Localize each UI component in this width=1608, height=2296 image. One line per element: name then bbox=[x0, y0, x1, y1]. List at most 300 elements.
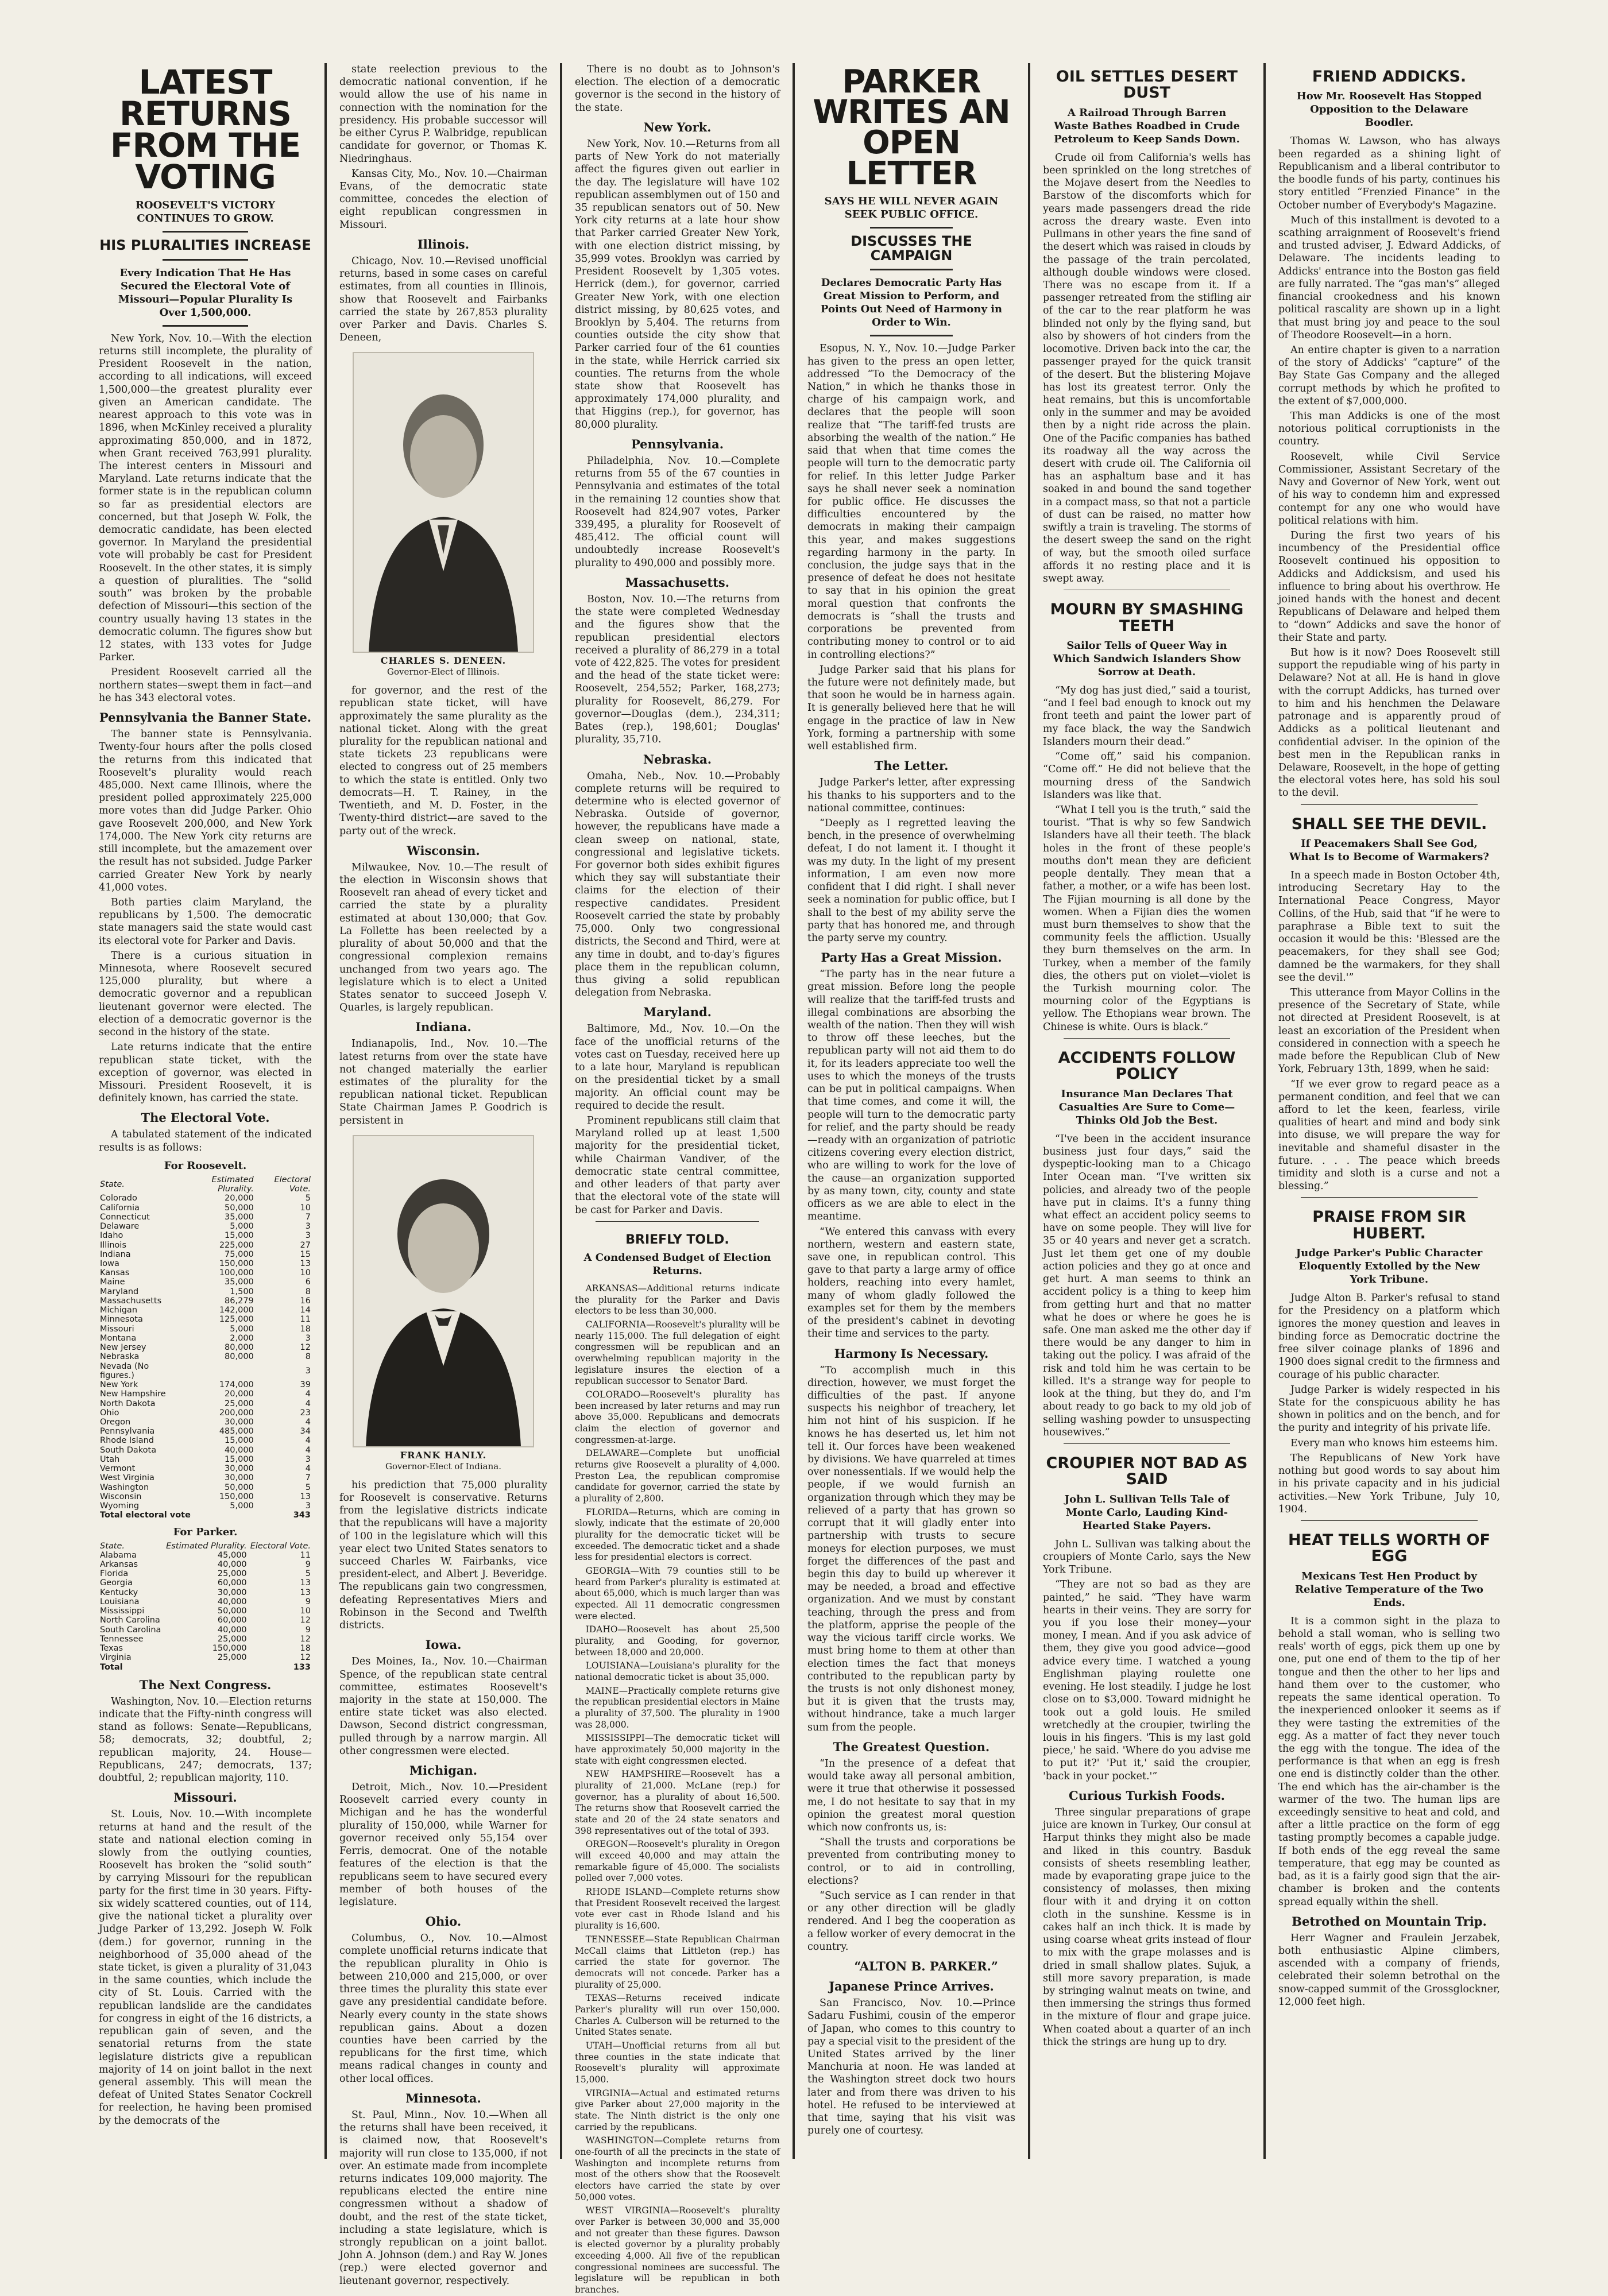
table-header: Electoral Vote. bbox=[274, 1175, 311, 1194]
article-paragraph: It is a common sight in the plaza to behold a stall woman, who is selling two reals' worth of eggs, pick them up one by one, put one end of them to the tip of her tongue and then the other to her lips and hand them over to the customer, who repeats the same identical operation. To the inexperienced onlooker it seems as if they were tasting the extremities of the egg. As a matter of fact they never touch the egg with the tongue. The idea of the performance is that when an egg is fresh one end is distinctly colder than the other. The end which has the air-chamber is the warmer of the two. The human lips are exceedingly sensitive to heat and cold, and after a little practice on the form of egg tasting promptly becomes a capable judge. If both ends of the egg reveal the same temperature, that egg may be counted as bad, as it is a fairly good sign that the air-chamber is broken and the contents spread equally within the shell. bbox=[1278, 1615, 1500, 1908]
state-name: Iowa bbox=[100, 1259, 119, 1268]
electoral-vote: 14 bbox=[300, 1306, 311, 1315]
table-body bbox=[99, 1194, 312, 1511]
electoral-vote: 10 bbox=[300, 1268, 311, 1278]
subhead: Pennsylvania the Banner State. bbox=[99, 710, 312, 725]
table-row bbox=[99, 1352, 312, 1361]
electoral-vote: 9 bbox=[305, 1597, 311, 1606]
table-row bbox=[99, 1464, 312, 1473]
article-paragraph: The banner state is Pennsylvania. Twenty-four hours after the polls closed the returns from this indicated that Roosevelt's plurality would reach 485,000. Next came Illinois, where the president polled approximately 225,000 more votes than did Judge Parker. Ohio gave Roosevelt 200,000, and New York 174,000. The New York city returns are still incomplete, but the amazement over the result has not subsided. Judge Parker carried Greater New York by nearly 41,000 votes. bbox=[99, 729, 312, 893]
plurality-value: 20,000 bbox=[225, 1194, 254, 1203]
table-total-label: Total bbox=[100, 1662, 123, 1672]
plurality-value: 50,000 bbox=[225, 1482, 254, 1492]
plurality-value: 40,000 bbox=[225, 1445, 254, 1455]
plurality-value: 45,000 bbox=[217, 1550, 247, 1560]
plurality-value: 30,000 bbox=[217, 1588, 247, 1597]
electoral-vote: 7 bbox=[305, 1212, 311, 1222]
state-name: Mississippi bbox=[100, 1606, 145, 1616]
caption-title: Governor-Elect of Illinois. bbox=[387, 667, 500, 677]
electoral-vote: 3 bbox=[305, 1454, 311, 1464]
article-paragraph: The Republicans of New York have nothing but good words to say about him in his private capacity and in his judicial activities.—New York Tribune, July 10, 1904. bbox=[1278, 1452, 1500, 1515]
state-name: North Carolina bbox=[100, 1616, 160, 1625]
electoral-vote: 5 bbox=[305, 1482, 311, 1492]
plurality-value: 50,000 bbox=[225, 1203, 254, 1213]
divider bbox=[1301, 1197, 1478, 1198]
subhead: The Greatest Question. bbox=[833, 1739, 990, 1754]
electoral-vote: 18 bbox=[300, 1644, 311, 1654]
column-5 bbox=[1030, 63, 1263, 2159]
brief-item: NEW HAMPSHIRE—Roosevelt has a plurality of 21,000. McLane (rep.) for governor, has a plurality of about 16,500. The returns show that Roosevelt carried the state and 20 of the 24 state senators and 398 representatives out of the total of 393. bbox=[575, 1769, 780, 1836]
state-name: New Jersey bbox=[100, 1343, 146, 1353]
state-name: Rhode Island bbox=[100, 1436, 154, 1446]
plurality-value: 5,000 bbox=[230, 1324, 254, 1334]
plurality-value: 40,000 bbox=[217, 1560, 247, 1570]
table-row bbox=[99, 1389, 312, 1399]
state-name: Kansas bbox=[100, 1268, 130, 1278]
deck-victory: ROOSEVELT'S VICTORY CONTINUES TO GROW. bbox=[135, 199, 276, 225]
brief-item: TEXAS—Returns received indicate Parker's plurality will run over 150,000. Charles A. Culberson will be returned to the United States senate. bbox=[575, 1993, 780, 2038]
divider bbox=[870, 335, 953, 336]
subhead: Ohio. bbox=[425, 1914, 462, 1929]
article-paragraph: Detroit, Mich., Nov. 10.—President Roosevelt carried every county in Michigan and he has the wonderful plurality of 150,000, while Warner for governor received only 55,154 over Ferris, democrat. One of the notable features of the election is that the republicans seem to have secured every member of both houses of the legislature. bbox=[339, 1782, 547, 1908]
state-name: Minnesota bbox=[100, 1315, 143, 1325]
divider bbox=[596, 1221, 760, 1222]
electoral-vote: 23 bbox=[300, 1408, 311, 1418]
table-row bbox=[99, 1473, 312, 1482]
table-row bbox=[99, 1194, 312, 1203]
article-paragraph: “What I tell you is the truth,” said the tourist. “That is why so few Sandwich Islanders have all their teeth. The black holes in the front of these people's mouths don't mean they are deficient people dentally. They mean that a father, a mother, or a wife has been lost. The Fijian mourning is all done by the women. When a Fijian dies the women must burn themselves to show that the community feels the affliction. Usually they burn themselves on the arm. In Turkey, when a member of the family dies, the others put on violet—violet is the Turkish mourning color. The mourning color of the Egyptians is yellow. The Ethopians wear brown. The Chinese is white. Ours is black.” bbox=[1043, 804, 1251, 1033]
plurality-value bbox=[181, 1362, 255, 1380]
subhead: Maryland. bbox=[643, 1005, 712, 1020]
headline-accidents: ACCIDENTS FOLLOW POLICY bbox=[1058, 1048, 1236, 1083]
table-row bbox=[99, 1213, 312, 1222]
article-paragraph: Des Moines, Ia., Nov. 10.—Chairman Spence, of the republican state central committee, estimates Roosevelt's majority in the state at 150,000. The entire state ticket was also elected. Dawson, Second district congressman, pulled through by a narrow margin. All other congressmen were elected. bbox=[339, 1656, 547, 1757]
article-paragraph: San Francisco, Nov. 10.—Prince Sadaru Fushimi, cousin of the emperor of Japan, who comes to this country to pay a special visit to the president of the United States arrived by the liner Manchuria at noon. He was landed at the Washington street dock two hours later and from there was driven to his hotel. He refused to be interviewed at that time, saying that his visit was purely one of courtesy. bbox=[807, 1997, 1015, 2137]
subhead: Missouri. bbox=[173, 1790, 237, 1805]
article-paragraph: for governor, and the rest of the republican state ticket, will have approximately the same plurality as the national ticket. Along with the great plurality for the republican national and state tickets 23 republicans were elected to congress out of 25 members to which the state is entitled. Only two democrats—H. T. Rainey, in the Twentieth, and M. D. Foster, in the Twenty-third district—are saved to the party out of the wreck. bbox=[339, 685, 547, 837]
electoral-vote: 3 bbox=[305, 1231, 311, 1241]
plurality-value: 80,000 bbox=[225, 1352, 254, 1362]
column-6 bbox=[1266, 63, 1513, 2159]
table-row bbox=[99, 1501, 312, 1511]
deck-pluralities: HIS PLURALITIES INCREASE bbox=[99, 237, 311, 254]
state-name: Washington bbox=[100, 1482, 149, 1492]
article-paragraph: New York, Nov. 10.—With the election returns still incomplete, the plurality of President Roosevelt in the nation, according to all indications, will exceed 1,500,000—the greatest plurality ever given an American candidate. The nearest approach to this vote was in 1896, when McKinley received a plurality approximating 850,000, and in 1872, when Grant received 763,991 plurality. The interest centers in Missouri and Maryland. Late returns indicate that the former state is in the republican column so far as presidential electors are concerned, but that Joseph W. Folk, the democratic candidate, has been elected governor. In Maryland the presidential vote will probably be cast for President Roosevelt. In the other states, it is simply a question of pluralities. The “solid south” was broken by the probable defection of Missouri—this section of the country usually having 13 states in the democratic column. The figures show but 12 states, with 133 votes for Judge Parker. bbox=[99, 332, 312, 664]
state-name: Maine bbox=[100, 1277, 125, 1287]
state-name: New York bbox=[100, 1380, 138, 1390]
brief-item: VIRGINIA—Actual and estimated returns give Parker about 27,000 majority in the state. The Ninth district is the only one carried by the republicans. bbox=[575, 2088, 780, 2132]
article-paragraph: “I've been in the accident insurance business just four days,” said the dyspeptic-looking man to a Chicago Inter Ocean man. “I've written six policies, and already two of the people have put in claims. It's a funny thing what effect an accident policy seems to have on some people. They will live for 35 or 40 years and never get a scratch. Just let them get one of my double action policies and they go at once and get hurt. A man seems to think an accident policy is a thing to keep him from getting hurt and that no matter what he does or where he goes he is safe. One man asked me the other day if there would be any danger to him in taking out the policy. I was afraid of the risk and told him he was certain to be killed. It's a strange way for people to look at the thing, but they do, and I'm about ready to go back to my old job of selling washing powder to unsuspecting housewives.” bbox=[1043, 1133, 1251, 1438]
plurality-value: 60,000 bbox=[217, 1578, 247, 1588]
table-row bbox=[99, 1408, 312, 1418]
column-1 bbox=[86, 63, 324, 2159]
table-header: Electoral Vote. bbox=[250, 1541, 311, 1551]
column-3 bbox=[562, 63, 793, 2295]
subhead: Wisconsin. bbox=[407, 843, 480, 858]
table-row bbox=[99, 1551, 312, 1560]
subhead: Minnesota. bbox=[405, 2090, 481, 2105]
plurality-value: 1,500 bbox=[230, 1287, 254, 1296]
subhead: The Electoral Vote. bbox=[141, 1110, 270, 1125]
article-paragraph: Esopus, N. Y., Nov. 10.—Judge Parker has given to the press an open letter, addressed “To the Democracy of the Nation,” in which he thanks those in charge of his campaign work, and declares that the people will soon realize that “The tariff-fed trusts are absorbing the wealth of the nation.” He said that when that time comes the people will turn to the democratic party for relief. In this letter Judge Parker says he shall never seek a nomination for public office. He discusses the difficulties encountered by the democrats in making their campaign this year, and makes suggestions regarding harmony in the party. In conclusion, the judge says that in the presence of defeat he does not hesitate to say that in his opinion the great moral question that confronts the democrats is “shall the trusts and corporations be prevented from contributing money to control or to aid in controlling elections?” bbox=[807, 343, 1015, 661]
plurality-value: 225,000 bbox=[219, 1240, 254, 1250]
electoral-vote: 5 bbox=[305, 1194, 311, 1203]
divider bbox=[1301, 804, 1478, 805]
plurality-value: 25,000 bbox=[217, 1634, 247, 1644]
electoral-vote: 13 bbox=[300, 1578, 311, 1588]
state-name: Arkansas bbox=[100, 1560, 138, 1570]
table-row bbox=[99, 1588, 312, 1597]
article-paragraph: “Come off,” said his companion. “Come off.” He did not believe that the mourning dress of the Sandwich Islanders was like that. bbox=[1043, 751, 1251, 801]
article-paragraph: Washington, Nov. 10.—Election returns indicate that the Fifty-ninth congress will stand as follows: Senate—Republicans, 58; democrats, 32; doubtful, 2; republican majority, 24. House—Republicans, 247; democrats, 137; doubtful, 2; republican majority, 110. bbox=[99, 1695, 312, 1784]
table-header: Estimated Plurality. bbox=[166, 1541, 247, 1551]
plurality-value: 15,000 bbox=[225, 1231, 254, 1241]
article-paragraph: Judge Parker said that his plans for the future were not definitely made, but that soon he would be in harness again. It is generally believed here that he will engage in the practice of law in New York, forming a partnership with some well established firm. bbox=[807, 664, 1015, 753]
table-row bbox=[99, 1343, 312, 1352]
subhead: Massachusetts. bbox=[625, 575, 730, 590]
state-name: Oregon bbox=[100, 1417, 131, 1427]
article-paragraph: A tabulated statement of the indicated results is as follows: bbox=[99, 1129, 312, 1153]
plurality-value: 50,000 bbox=[217, 1606, 247, 1616]
plurality-value: 125,000 bbox=[219, 1315, 254, 1325]
article-paragraph: This man Addicks is one of the most notorious political corruptionists in the country. bbox=[1278, 411, 1500, 448]
table-row bbox=[99, 1296, 312, 1306]
table-row bbox=[99, 1578, 312, 1588]
electoral-vote: 9 bbox=[305, 1560, 311, 1570]
article-paragraph: Milwaukee, Nov. 10.—The result of the election in Wisconsin shows that Roosevelt ran ahead of every ticket and carried the state by a plurality estimated at about 130,000; that Gov. La Follette has been reelected by a plurality of about 50,000 and that the congressional complexion remains unchanged from two years ago. The legislature which is to elect a United States senator to succeed Joseph V. Quarles, is largely republican. bbox=[339, 861, 547, 1014]
article-paragraph: Late returns indicate that the entire republican state ticket, with the exception of governor, was elected in Missouri. President Roosevelt, it is definitely known, has carried the state. bbox=[99, 1041, 312, 1105]
electoral-vote: 18 bbox=[300, 1324, 311, 1334]
table-total-value: 343 bbox=[293, 1511, 311, 1520]
article-paragraph: Every man who knows him esteems him. bbox=[1290, 1437, 1498, 1449]
state-name: Wyoming bbox=[100, 1501, 140, 1511]
headline-shall-see-devil: SHALL SEE THE DEVIL. bbox=[1291, 815, 1487, 833]
article-paragraph: Both parties claim Maryland, the republicans by 1,500. The democratic state managers said the state would cast its electoral vote for Parker and Davis. bbox=[99, 896, 312, 947]
article-paragraph: “In the presence of a defeat that would take away all personal ambition, were it true that otherwise it possessed me, I do not hesitate to say that in my opinion the greatest moral question which now confronts us, is: bbox=[807, 1757, 1015, 1833]
plurality-value: 40,000 bbox=[217, 1625, 247, 1635]
article-paragraph: “We entered this canvass with every northern, western and eastern state, save one, in republican control. This gave to that party a large army of office holders, reaching into every hamlet, many of whom gladly followed the examples set for them by the members of the president's cabinet in devoting their time and services to the party. bbox=[807, 1226, 1015, 1340]
table-total-label: Total electoral vote bbox=[100, 1511, 191, 1520]
plurality-value: 75,000 bbox=[225, 1249, 254, 1259]
brief-item: RHODE ISLAND—Complete returns show that President Roosevelt received the largest vote ever cast in Rhode Island and his plurality is 16,600. bbox=[575, 1887, 780, 1931]
article-paragraph: Omaha, Neb., Nov. 10.—Probably complete returns will be required to determine who is elected governor of Nebraska. Outside of governor, however, the republicans have made a clean sweep on national, state, congressional and legislative tickets. For governor both sides exhibit figures which they say will substantiate their claims for the election of their respective candidates. President Roosevelt carried the state by probably 75,000. Only two congressional districts, the Second and Third, were at any time in doubt, and to-day's figures place them in the republican column, thus giving a solid republican delegation from Nebraska. bbox=[575, 770, 780, 999]
article-paragraph: St. Louis, Nov. 10.—With incomplete returns at hand and the result of the state and national election coming in slowly from the outlying counties, Roosevelt has broken the “solid south” by carrying Missouri for the republican party for the first time in 30 years. Fifty-six widely scattered counties, out of 114, give the national ticket a plurality over Judge Parker of 13,292. Joseph W. Folk (dem.) for governor, running in the neighborhood of 35,000 ahead of the state ticket, is given a plurality of 31,043 in the same counties, which include the city of St. Louis. Carried with the republican landslide are the candidates for congress in eight of the 16 districts, a republican gain of seven, and the senatorial returns from the state legislature districts give a republican majority of 14 on joint ballot in the next general assembly. This will mean the defeat of United States Senator Cockrell for reelection, he having been promised by the democrats of the bbox=[99, 1809, 312, 2127]
article-paragraph: Crude oil from California's wells has been sprinkled on the long stretches of the Mojave desert from the Needles to Barstow of the discomforts which for years made passengers dread the ride across the dreary waste. Even into Pullmans in other years the fine sand of the desert which was raised in clouds by the passage of the train percolated, although double windows were closed. There was no escape from it. If a passenger retreated from the stifling air of the car to the rear platform he was blinded not only by the flying sand, but also by showers of hot cinders from the locomotive. Driven back into the car, the passenger prayed for the quick transit of the desert. But the blistering Mojave has lost its greatest terror. Only the heat remains, but this is uncomfortable only in the summer and may be avoided then by a night ride across the plain. One of the Pacific companies has bathed its roadway all the way across the desert with crude oil. The California oil has an asphaltum base and it has soaked in and bound the sand together in a compact mass, so that not a particle of dust can be raised, no matter how swiftly a train is traveling. The storms of the desert sweep the sand on the right of way, but the smooth oiled surface affords it no resting place and it is swept away. bbox=[1043, 152, 1251, 584]
table-row bbox=[99, 1597, 312, 1606]
article-paragraph: “Such service as I can render in that or any other direction will be gladly rendered. And I beg the cooperation as a fellow worker of every democrat in the country. bbox=[807, 1890, 1015, 1953]
state-name: Maryland bbox=[100, 1287, 139, 1296]
article-paragraph: Roosevelt, while Civil Service Commissioner, Assistant Secretary of the Navy and Governor of New York, went out of his way to condemn him and expressed contempt for any one who would have political relations with him. bbox=[1278, 451, 1500, 526]
divider bbox=[1064, 1038, 1230, 1039]
table-row bbox=[99, 1492, 312, 1501]
article-paragraph: Indianapolis, Ind., Nov. 10.—The latest returns from over the state have not changed materially the earlier estimates of the plurality for the republican national ticket. Republican State Chairman James P. Goodrich is persistent in bbox=[339, 1038, 547, 1126]
electoral-vote: 3 bbox=[305, 1501, 311, 1511]
electoral-vote: 7 bbox=[305, 1473, 311, 1483]
subhead: Iowa. bbox=[425, 1637, 462, 1652]
article-paragraph: “My dog has just died,” said a tourist, “and I feel bad enough to knock out my front teeth and paint the lower part of my face black, the way the Sandwich Islanders mourn their dead.” bbox=[1043, 685, 1251, 748]
portrait-illustration bbox=[357, 1148, 529, 1446]
portrait-deneen bbox=[353, 352, 534, 653]
electoral-vote: 4 bbox=[305, 1417, 311, 1427]
divider bbox=[870, 227, 953, 229]
table-row bbox=[99, 1325, 312, 1334]
article-paragraph: There is no doubt as to Johnson's election. The election of a democratic governor is the second in the history of the state. bbox=[575, 64, 780, 114]
electoral-vote: 13 bbox=[300, 1259, 311, 1268]
table-row bbox=[99, 1241, 312, 1250]
subhead: Curious Turkish Foods. bbox=[1069, 1788, 1225, 1803]
state-name: Louisiana bbox=[100, 1597, 140, 1606]
brief-item: OREGON—Roosevelt's plurality in Oregon will exceed 40,000 and may attain the remarkable figure of 45,000. The socialists polled over 7,000 votes. bbox=[575, 1839, 780, 1884]
table-header: State. bbox=[100, 1541, 125, 1551]
plurality-value: 86,279 bbox=[225, 1296, 254, 1306]
table-row bbox=[99, 1455, 312, 1464]
electoral-vote: 12 bbox=[300, 1616, 311, 1625]
signature: “ALTON B. PARKER.” bbox=[854, 1959, 998, 1974]
subhead: New York. bbox=[643, 119, 712, 134]
state-name: Florida bbox=[100, 1569, 129, 1579]
article-paragraph: his prediction that 75,000 plurality for Roosevelt is conservative. Returns from the legislative districts indicate that the republicans will have a majority of 100 in the legislature which will this year elect two United States senators to succeed Charles W. Fairbanks, vice president-elect, and Albert J. Beveridge. The republicans gain two congressmen, defeating Representatives Miers and Robinson in the Second and Twelfth districts. bbox=[339, 1479, 547, 1632]
plurality-value: 25,000 bbox=[225, 1399, 254, 1408]
electoral-vote: 10 bbox=[300, 1606, 311, 1616]
table-row bbox=[99, 1362, 312, 1380]
deck-oil: A Railroad Through Barren Waste Bathes Roadbed in Crude Petroleum to Keep Sands Down. bbox=[1054, 106, 1240, 145]
plurality-value: 20,000 bbox=[225, 1389, 254, 1399]
caption-name: CHARLES S. DENEEN. bbox=[380, 655, 507, 667]
article-paragraph: There is a curious situation in Minnesota, where Roosevelt secured 125,000 plurality, but where a democratic governor and a republican lieutenant governor were elected. The election of a democratic governor is the second in the history of the state. bbox=[99, 950, 312, 1039]
plurality-value: 60,000 bbox=[217, 1616, 247, 1625]
article-paragraph: “Shall the trusts and corporations be prevented from contributing money to control, or to aid in controlling, elections? bbox=[807, 1837, 1015, 1887]
state-name: Connecticut bbox=[100, 1212, 150, 1222]
divider bbox=[1064, 1443, 1230, 1444]
article-paragraph: An entire chapter is given to a narration of the story of Addicks' “capture” of the Bay State Gas Company and the alleged corrupt methods by which he profited to the extent of $7,000,000. bbox=[1278, 344, 1500, 407]
table-row bbox=[99, 1436, 312, 1445]
state-name: Vermont bbox=[100, 1464, 136, 1474]
headline-oil-settles: OIL SETTLES DESERT DUST bbox=[1056, 68, 1238, 102]
portrait-illustration bbox=[357, 365, 529, 652]
brief-item: ARKANSAS—Additional returns indicate the plurality for the Parker and Davis electors to be less than 30,000. bbox=[575, 1283, 780, 1317]
electoral-vote: 4 bbox=[305, 1445, 311, 1455]
electoral-vote: 34 bbox=[300, 1427, 311, 1437]
electoral-vote: 8 bbox=[305, 1352, 311, 1362]
state-name: Texas bbox=[100, 1644, 123, 1654]
article-paragraph: Three singular preparations of grape juice are known in Turkey, Our consul at Harput thinks they might also be made and liked in this country. Basduk consists of sheets resembling leather, made by evaporating grape juice to the consistency of molasses, then mixing flour with it and drying it on cotton cloth in the sunshine. Kessme is in cakes half an inch thick. It is made by using coarse wheat grits instead of flour to mix with the grape molasses and is dried in small shallow plates. Sujuk, a still more savory preparation, is made by stringing walnut meats on twine, and then immersing the strings thus formed in the mixture of flour and grape juice. When coated about a quarter of an inch thick the strings are hung up to dry. bbox=[1043, 1806, 1251, 2048]
state-name: Indiana bbox=[100, 1249, 131, 1259]
article-paragraph: Kansas City, Mo., Nov. 10.—Chairman Evans, of the democratic state committee, concedes the election of eight republican congressmen in Missouri. bbox=[339, 168, 547, 231]
subhead: Illinois. bbox=[417, 237, 470, 251]
subhead: The Letter. bbox=[874, 758, 949, 773]
table-row bbox=[99, 1315, 312, 1324]
electoral-vote: 13 bbox=[300, 1492, 311, 1501]
plurality-value: 30,000 bbox=[225, 1473, 254, 1483]
column-4 bbox=[795, 63, 1028, 2159]
article-paragraph: Herr Wagner and Fraulein Jerzabek, both enthusiastic Alpine climbers, ascended with a company of friends, celebrated their solemn betrothal on the snow-capped summit of the Grossglockner, 12,000 feet high. bbox=[1278, 1932, 1500, 2008]
caption-name: FRANK HANLY. bbox=[400, 1449, 487, 1461]
table-row bbox=[99, 1560, 312, 1569]
brief-item: WASHINGTON—Complete returns from one-fourth of all the precincts in the state of Washington and incomplete returns from most of the others show that the Roosevelt electors have carried the state by over 50,000 votes. bbox=[575, 2135, 780, 2202]
electoral-vote: 39 bbox=[300, 1380, 311, 1390]
deck-peacemakers: If Peacemakers Shall See God, What Is to Become of Warmakers? bbox=[1289, 837, 1489, 863]
divider bbox=[1301, 1520, 1478, 1521]
brief-item: TENNESSEE—State Republican Chairman McCall claims that Littleton (rep.) has carried the state for governor. The democrats will not concede. Parker has a plurality of 25,000. bbox=[575, 1934, 780, 1990]
table-row bbox=[99, 1231, 312, 1240]
electoral-vote: 11 bbox=[300, 1315, 311, 1325]
state-name: Illinois bbox=[100, 1240, 127, 1250]
article-paragraph: Judge Parker is widely respected in his State for the conspicuous ability he has shown in politics and on the bench, and for the purity and integrity of his private life. bbox=[1278, 1384, 1500, 1434]
state-name: New Hampshire bbox=[100, 1389, 166, 1399]
article-paragraph: Philadelphia, Nov. 10.—Complete returns from 55 of the 67 counties in Pennsylvania and estimates of the total in the remaining 12 counties show that Roosevelt had 824,907 votes, Parker 339,495, a plurality for Roosevelt of 485,412. The official count will undoubtedly increase Roosevelt's plurality to 490,000 and possibly more. bbox=[575, 455, 780, 569]
subhead: Michigan. bbox=[409, 1763, 478, 1778]
electoral-vote: 13 bbox=[300, 1588, 311, 1597]
state-name: Missouri bbox=[100, 1324, 134, 1334]
brief-item: MAINE—Practically complete returns give the republican presidential electors in Maine a plurality of 37,500. The plurality in 1900 was 28,000. bbox=[575, 1685, 780, 1730]
deck-croupier: John L. Sullivan Tells Tale of Monte Carlo, Lauding Kind-Hearted Stake Payers. bbox=[1064, 1493, 1230, 1532]
table-row bbox=[99, 1625, 312, 1635]
subhead: For Parker. bbox=[173, 1525, 238, 1538]
state-name: Michigan bbox=[100, 1306, 138, 1315]
subhead: Indiana. bbox=[415, 1020, 471, 1035]
table-row bbox=[99, 1399, 312, 1408]
deck-accidents: Insurance Man Declares That Casualties Are Sure to Come—Thinks Old Job the Best. bbox=[1058, 1087, 1235, 1126]
headline-friend-addicks: FRIEND ADDICKS. bbox=[1312, 68, 1467, 86]
state-name: Alabama bbox=[100, 1550, 137, 1560]
headline-praise: PRAISE FROM SIR HUBERT. bbox=[1312, 1208, 1466, 1242]
plurality-value: 30,000 bbox=[225, 1417, 254, 1427]
table-row bbox=[99, 1250, 312, 1259]
article-paragraph: Chicago, Nov. 10.—Revised unofficial returns, based in some cases on careful estimates, from all counties in Illinois, show that Roosevelt and Fairbanks carried the state by 267,853 plurality over Parker and Davis. Charles S. Deneen, bbox=[339, 255, 547, 344]
plurality-value: 142,000 bbox=[219, 1306, 254, 1315]
state-name: California bbox=[100, 1203, 140, 1213]
plurality-value: 150,000 bbox=[212, 1644, 247, 1654]
electoral-vote: 3 bbox=[305, 1366, 311, 1376]
plurality-value: 150,000 bbox=[219, 1259, 254, 1268]
headline-parker-writes: PARKER WRITES AN OPEN LETTER bbox=[813, 63, 1010, 192]
brief-item: COLORADO—Roosevelt's plurality has been increased by later returns and may run above 35,000. Republicans and democrats claim the election of governor and congressmen-at-large. bbox=[575, 1389, 780, 1445]
article-paragraph: New York, Nov. 10.—Returns from all parts of New York do not materially affect the figures given out earlier in the day. The legislature will have 102 republican assemblymen out of 150 and 35 republican senators out of 50. New York city returns at a late hour show that Parker carried Greater New York, with one election district missing, by 35,999 votes. Brooklyn was carried by President Roosevelt by 1,305 votes. Herrick (dem.), for governor, carried Greater New York, with one election district missing, by 80,625 votes, and Brooklyn by 5,404. The returns from counties outside the city show that Parker carried four of the 61 counties in the state, while Herrick carried six counties. The returns from the whole state show that Roosevelt has approximately 174,000 plurality, and that Higgins (rep.), for governor, has 80,000 plurality. bbox=[575, 138, 780, 431]
state-name: Nebraska bbox=[100, 1352, 140, 1362]
table-header: Estimated Plurality. bbox=[211, 1175, 254, 1194]
table-row bbox=[99, 1334, 312, 1343]
electoral-vote: 11 bbox=[300, 1550, 311, 1560]
electoral-vote: 4 bbox=[305, 1436, 311, 1446]
parker-electoral-table bbox=[99, 1542, 312, 1672]
state-name: Ohio bbox=[100, 1408, 119, 1418]
state-name: Montana bbox=[100, 1333, 137, 1343]
table-row bbox=[99, 1268, 312, 1277]
table-row bbox=[99, 1653, 312, 1662]
article-paragraph: state reelection previous to the democratic national convention, if he would allow the use of his name in connection with the nomination for the presidency. His probable successor will be either Cyrus P. Walbridge, republican candidate for governor, or Thomas K. Niedringhaus. bbox=[339, 64, 547, 165]
subhead: Party Has a Great Mission. bbox=[821, 950, 1002, 965]
divider bbox=[870, 269, 953, 270]
portrait-caption bbox=[339, 1450, 547, 1472]
brief-item: CALIFORNIA—Roosevelt's plurality will be nearly 115,000. The full delegation of eight congressmen will be republican and an overwhelming republican majority in the legislature insures the election of a republican successor to Senator Bard. bbox=[575, 1319, 780, 1387]
table-row bbox=[99, 1635, 312, 1644]
divider bbox=[163, 259, 248, 261]
state-name: Delaware bbox=[100, 1222, 140, 1232]
state-name: Pennsylvania bbox=[100, 1427, 155, 1437]
caption-title: Governor-Elect of Indiana. bbox=[385, 1461, 501, 1472]
plurality-value: 35,000 bbox=[225, 1277, 254, 1287]
column-2 bbox=[327, 63, 560, 2287]
brief-item: WEST VIRGINIA—Roosevelt's plurality over Parker is between 30,000 and 35,000 and not greater than these figures. Dawson is elected governor by a plurality probably exceeding 4,000. All five of the republican congressional nominees are successful. The legislature will be republican in both branches. bbox=[575, 2205, 780, 2295]
plurality-value: 35,000 bbox=[225, 1212, 254, 1222]
brief-item: DELAWARE—Complete but unofficial returns give Roosevelt a plurality of 4,000. Preston Lea, the republican compromise candidate for governor, carried the state by a plurality of 2,800. bbox=[575, 1448, 780, 1504]
electoral-vote: 16 bbox=[300, 1296, 311, 1306]
brief-item: FLORIDA—Returns, which are coming in slowly, indicate that the estimate of 20,000 plurality for the democratic ticket will be exceeded. The democratic ticket and a shade less for presidential electors is correct. bbox=[575, 1507, 780, 1563]
table-row bbox=[99, 1483, 312, 1492]
headline-briefly-told: BRIEFLY TOLD. bbox=[625, 1232, 729, 1247]
article-paragraph: “They are not so bad as they are painted,” he said. “They have warm hearts in their veins. They are sorry for you if you lose their money—your money, I mean. And if you ask advice of them, they give you good advice—good advice every time. I watched a young Englishman playing roulette one evening. He lost steadily. I judge he lost close on to $3,000. Toward midnight he took out a gold louis. He smiled wretchedly at the croupier, twirling the louis in his fingers. 'This is my last gold piece,' he said. 'Where do you advise me to put it?' 'Put it,' said the croupier, 'back in your pocket.'” bbox=[1043, 1579, 1251, 1782]
deck-briefly-told: A Condensed Budget of Election Returns. bbox=[583, 1251, 771, 1277]
article-paragraph: “If we ever grow to regard peace as a permanent condition, and feel that we can afford to let the keen, fearless, virile qualities of heart and mind and body sink into disuse, we will prepare the way for inevitable and shameful disaster in the future. . . . The peace which breeds timidity and sloth is a curse and not a blessing.” bbox=[1278, 1078, 1500, 1192]
electoral-vote: 3 bbox=[305, 1333, 311, 1343]
electoral-vote: 12 bbox=[300, 1343, 311, 1353]
plurality-value: 5,000 bbox=[230, 1501, 254, 1511]
subhead: Japanese Prince Arrives. bbox=[829, 1979, 994, 1994]
brief-item: UTAH—Unofficial returns from all but three counties in the state indicate that Roosevelt's plurality will approximate 15,000. bbox=[575, 2040, 780, 2085]
table-row bbox=[99, 1606, 312, 1616]
plurality-value: 200,000 bbox=[219, 1408, 254, 1418]
headline-heat-egg: HEAT TELLS WORTH OF EGG bbox=[1288, 1531, 1490, 1566]
subhead: Betrothed on Mountain Trip. bbox=[1292, 1914, 1487, 1929]
deck-praise: Judge Parker's Public Character Eloquently Extolled by the New York Tribune. bbox=[1296, 1247, 1483, 1286]
article-paragraph: Judge Alton B. Parker's refusal to stand for the Presidency on a platform which ignores the money question and leaves in binding force as Democratic doctrine the free silver coinage planks of 1896 and 1900 does signal credit to the firmness and courage of his public character. bbox=[1278, 1292, 1500, 1381]
table-header: State. bbox=[100, 1179, 125, 1189]
table-row bbox=[99, 1306, 312, 1315]
plurality-value: 40,000 bbox=[217, 1597, 247, 1606]
article-paragraph: “To accomplish much in this direction, however, we must forget the difficulties of the past. If anyone suspects his neighbor of treachery, let him not hint of his suspicion. If he knows he has deserted us, let him not tell it. Our forces have been weakened by divisions. We have quarreled at times over nonessentials. If we would help the people, if we would furnish an organization through which they may be relieved of a party that has grown so corrupt that it will gladly enter into partnership with trusts to secure moneys for election purposes, we must forget the differences of the past and begin this day to build up wherever it may be needed, a broad and effective organization. And we must by constant teaching, through the press and from the platform, apprise the people of the way the vicious tariff circle works. We must bring home to them at other than election times the fact that moneys contributed to the republican party by the trusts is not only dishonest money, but it is given that the trusts may, without hindrance, take a much larger sum from the people. bbox=[807, 1364, 1015, 1733]
table-body bbox=[99, 1551, 312, 1663]
state-name: Utah bbox=[100, 1454, 120, 1464]
state-name: Massachusetts bbox=[100, 1296, 162, 1306]
table-row bbox=[99, 1446, 312, 1455]
headline-croupier: CROUPIER NOT BAD AS SAID bbox=[1046, 1454, 1248, 1489]
brief-item: MISSISSIPPI—The democratic ticket will have approximately 50,000 majority in the state with eight congressmen elected. bbox=[575, 1733, 780, 1766]
table-row bbox=[99, 1616, 312, 1625]
state-name: West Virginia bbox=[100, 1473, 154, 1483]
electoral-vote: 10 bbox=[300, 1203, 311, 1213]
deck-discusses-campaign: DISCUSSES THE CAMPAIGN bbox=[851, 233, 972, 264]
plurality-value: 485,000 bbox=[219, 1427, 254, 1437]
table-row bbox=[99, 1418, 312, 1427]
article-paragraph: Judge Parker's letter, after expressing his thanks to his supporters and to the national committee, continues: bbox=[807, 777, 1015, 814]
divider bbox=[163, 231, 248, 233]
table-row bbox=[99, 1380, 312, 1389]
article-paragraph: Baltimore, Md., Nov. 10.—On the face of the unofficial returns of the votes cast on Tuesday, received here up to a late hour, Maryland is republican on the presidential ticket by a small majority. An official count may be required to decide the result. bbox=[575, 1023, 780, 1112]
state-name: Tennessee bbox=[100, 1634, 144, 1644]
article-paragraph: Prominent republicans still claim that Maryland rolled up at least 1,500 majority for the presidential ticket, while Chairman Vandiver, of the democratic state central committee, and other leaders of that party aver that the electoral vote of the state will be cast for Parker and Davis. bbox=[575, 1114, 780, 1216]
brief-item: LOUISIANA—Louisiana's plurality for the national democratic ticket is about 35,000. bbox=[575, 1660, 780, 1683]
portrait-caption bbox=[339, 655, 547, 677]
plurality-value: 25,000 bbox=[217, 1569, 247, 1579]
article-paragraph: “Deeply as I regretted leaving the bench, in the presence of overwhelming defeat, I do not lament it. I thought it was my duty. In the light of my present information, I am even now more confident that I did right. I shall never seek a nomination for public office, but I shall to the best of my ability serve the party that has honored me, and through the party serve my country. bbox=[807, 817, 1015, 944]
state-name: Wisconsin bbox=[100, 1492, 142, 1501]
article-paragraph: Boston, Nov. 10.—The returns from the state were completed Wednesday and the figures show that the republican presidential electors received a plurality of 86,279 in a total vote of 422,825. The votes for president and the head of the state ticket were: Roosevelt, 254,552; Parker, 168,273; plurality for Roosevelt, 86,279. For governor—Douglas (dem.), 234,311; Bates (rep.), 198,601; Douglas' plurality, 35,710. bbox=[575, 593, 780, 746]
deck-missouri: Every Indication That He Has Secured the Electoral Vote of Missouri—Popular Plurality Is Over 1,500,000. bbox=[118, 266, 293, 319]
state-name: South Dakota bbox=[100, 1445, 157, 1455]
plurality-value: 80,000 bbox=[225, 1343, 254, 1353]
electoral-vote: 4 bbox=[305, 1399, 311, 1408]
subhead: The Next Congress. bbox=[139, 1677, 272, 1692]
electoral-vote: 27 bbox=[300, 1240, 311, 1250]
headline-mourn: MOURN BY SMASHING TEETH bbox=[1050, 601, 1244, 635]
electoral-vote: 4 bbox=[305, 1389, 311, 1399]
headline-latest-returns: LATEST RETURNS FROM THE VOTING bbox=[110, 63, 301, 197]
article-paragraph: Columbus, O., Nov. 10.—Almost complete unofficial returns indicate that the republican plurality in Ohio is between 210,000 and 215,000, or over three times the plurality this state ever gave any presidential candidate before. Nearly every county in the state shows republican gains. About a dozen counties have been carried by the republicans for the first time, which means radical changes in county and other local offices. bbox=[339, 1933, 547, 2085]
table-row bbox=[99, 1287, 312, 1296]
subhead: For Roosevelt. bbox=[164, 1159, 247, 1172]
plurality-value: 100,000 bbox=[219, 1268, 254, 1278]
deck-never-again: SAYS HE WILL NEVER AGAIN SEEK PUBLIC OFFICE. bbox=[824, 195, 999, 220]
